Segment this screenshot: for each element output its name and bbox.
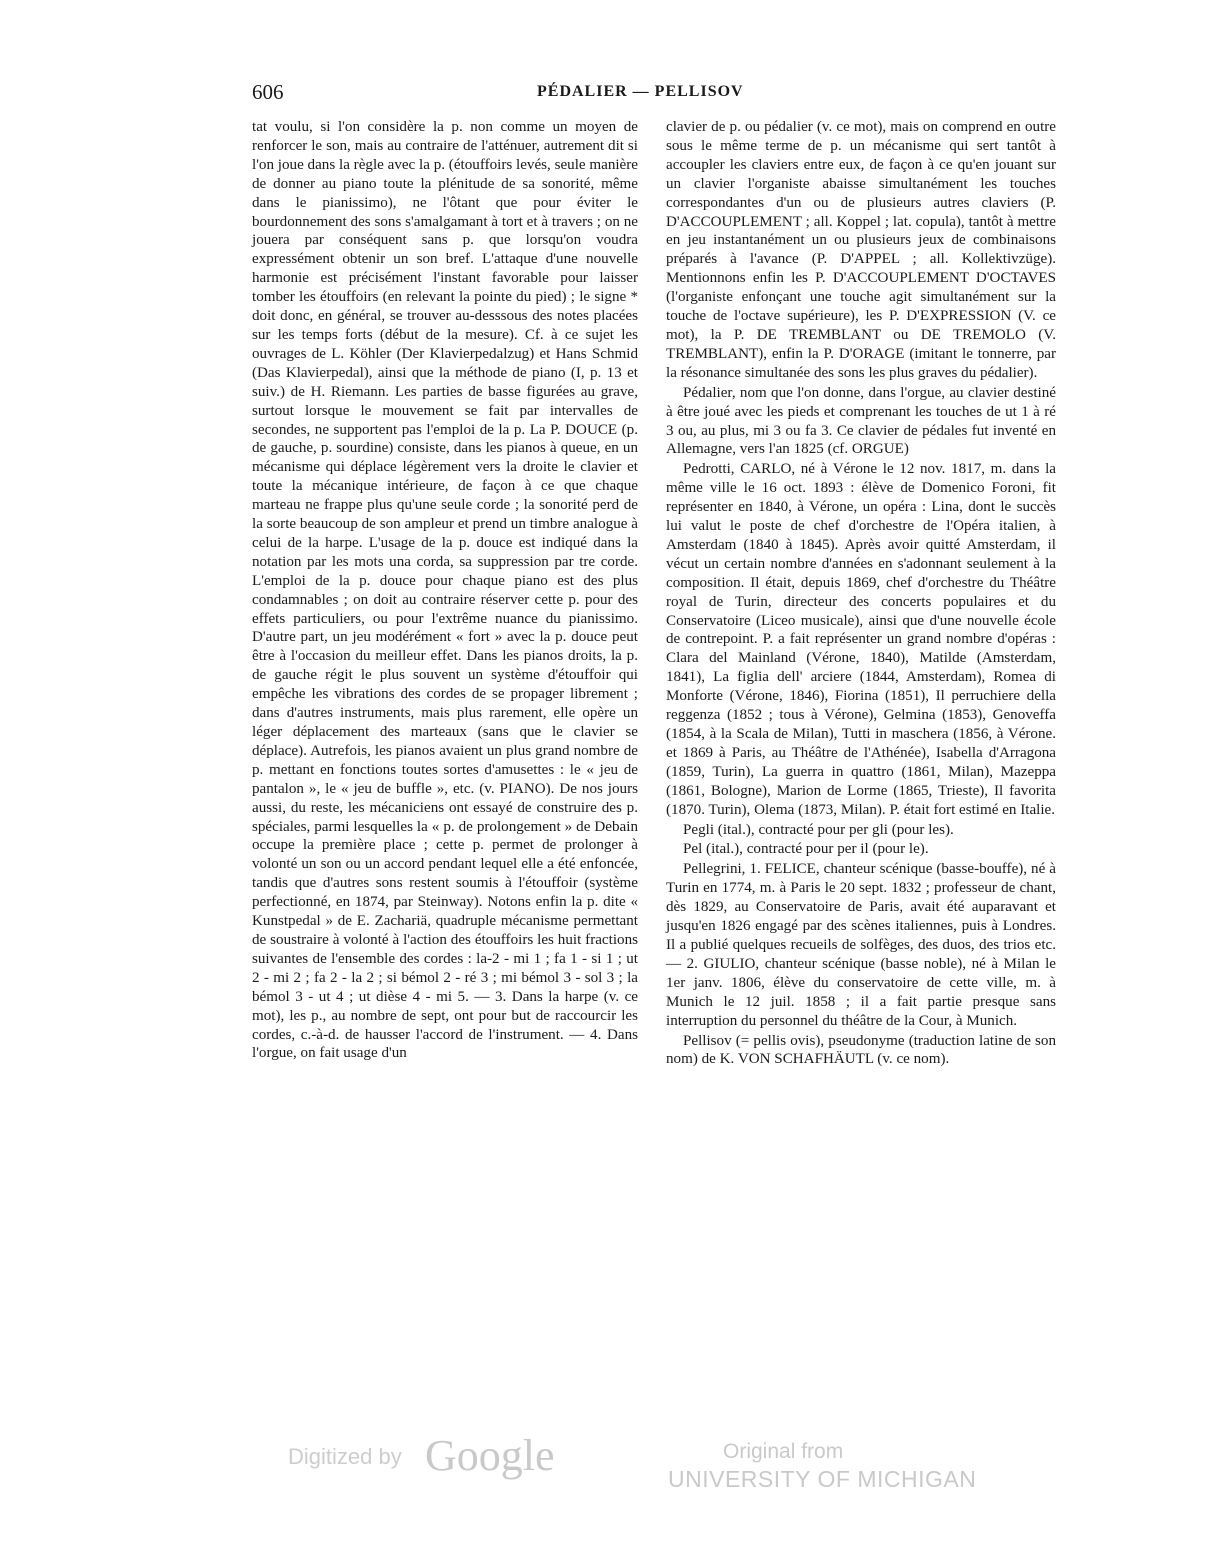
right-column — [666, 118, 1056, 1069]
page-number: 606 — [252, 80, 284, 104]
watermark-university: UNIVERSITY OF MICHIGAN — [668, 1466, 977, 1492]
paragraph: clavier de p. ou pédalier (v. ce mot), mais on comprend en outre sous le même terme de p. un mécanisme qui sert tantôt à accoupler les claviers entre eux, de façon à ce qu'en jouant sur un clavier l'organiste abaisse simultanément les touches correspondantes d'un ou de plusieurs autres claviers (P. D'ACCOUPLEMENT ; all. Koppel ; lat. copula), tantôt à mettre en jeu instantanément un ou plusieurs jeux de combinaisons préparés à l'avance (P. D'APPEL ; all. Kollektivzüge). Mentionnons enfin les P. D'ACCOUPLEMENT D'OCTAVES (l'organiste enfonçant une touche agit simultanément sur la touche de l'octave supérieure), les P. D'EXPRESSION (V. ce mot), la P. DE TREMBLANT ou DE TREMOLO (V. TREMBLANT), enfin la P. D'ORAGE (imitant le tonnerre, par la résonance simultanée des sons les plus graves du pédalier). — [666, 119, 1056, 381]
running-head: PÉDALIER — PELLISOV — [537, 83, 744, 100]
entry-pellegrini: Pellegrini, 1. FELICE, chanteur scénique (basse-bouffe), né à Turin en 1774, m. à Paris le 20 sept. 1832 ; professeur de chant, dès 1829, au Conservatoire de Paris, avait été auparavant et jusqu'en 1826 engagé par des scènes italiennes, puis à Londres. Il a publié quelques recueils de solfèges, des duos, des trios etc. — 2. GIULIO, chanteur scénique (basse noble), né à Milan le 1er janv. 1806, élève du conservatoire de cette ville, m. à Munich le 12 juil. 1858 ; il a fait partie presque sans interruption du personnel du théâtre de la Cour, à Munich. — [666, 861, 1056, 1029]
watermark-digitized-by: Digitized by — [288, 1444, 402, 1469]
entry-pedalier: Pédalier, nom que l'on donne, dans l'orgue, au clavier destiné à être joué avec les pieds et comprenant les touches de ut 1 à ré 3 ou, au plus, mi 3 ou fa 3. Ce clavier de pédales fut inventé en Allemagne, vers l'an 1825 (cf. ORGUE) — [666, 384, 1056, 458]
entry-pedrotti: Pedrotti, CARLO, né à Vérone le 12 nov. 1817, m. dans la même ville le 16 oct. 1893 : élève de Domenico Foroni, fit représenter en 1840, à Vérone, un opéra : Lina, dont le succès lui valut le poste de chef d'orchestre de l'Opéra italien, à Amsterdam (1840 à 1845). Après avoir quitté Amsterdam, il vécut un certain nombre d'années en s'adonnant seulement à la composition. Il était, depuis 1869, chef d'orchestre du Théâtre royal de Turin, directeur des concerts populaires et du Conservatoire (Liceo musicale), ainsi que d'une nouvelle école de contrepoint. P. a fait représenter un grand nombre d'opéras : Clara del Mainland (Vérone, 1840), Matilde (Amsterdam, 1841), La figlia dell' arciere (1844, Amsterdam), Romea di Monforte (Vérone, 1846), Fiorina (1851), Il perruchiere della reggenza (1852 ; tous à Vérone), Gelmina (1853), Genoveffa (1854, à la Scala de Milan), Tutti in maschera (1856, à Vérone. et 1869 à Paris, au Théâtre de l'Athénée), Isabella d'Arragona (1859, Turin), La guerra in quattro (1861, Milan), Mazeppa (1861, Bologne), Marion de Lorme (1865, Trieste), Il favorita (1870. Turin), Olema (1873, Milan). P. était fort estimé en Italie. — [666, 461, 1056, 818]
watermark-original-from: Original from — [723, 1440, 844, 1463]
paragraph: tat voulu, si l'on considère la p. non comme un moyen de renforcer le son, mais au contraire de l'atténuer, autrement dit si l'on joue dans la règle avec la p. (étouffoirs levés, seule manière de donner au piano toute la plénitude de sa sonorité, même dans le pianissimo), ne l'ôtant que pour éviter le bourdonnement des sons s'amalgamant à tort et à travers ; on ne jouera par conséquent sans p. que lorsqu'on voudra expressément obtenir un son bref. L'attaque d'une nouvelle harmonie est précisément l'instant favorable pour laisser tomber les étouffoirs (en relevant la pointe du pied) ; le signe * doit donc, en général, se trouver au-desssous des notes placées sur les temps forts (début de la mesure). Cf. à ce sujet les ouvrages de L. Köhler (Der Klavierpedalzug) et Hans Schmid (Das Klavierpedal), ainsi que la méthode de piano (I, p. 13 et suiv.) de H. Riemann. Les parties de basse figurées au grave, surtout lorsque le mouvement se fait par intervalles de secondes, ne supportent pas l'emploi de la p. La P. DOUCE (p. de gauche, p. sourdine) consiste, dans les pianos à queue, en un mécanisme qui déplace légèrement vers la droite le clavier et toute la mécanique intérieure, de façon à ce que chaque marteau ne frappe plus qu'une seule corde ; la sonorité perd de la sorte beaucoup de son ampleur et prend un timbre analogue à celui de la harpe. L'usage de la p. douce est indiqué dans la notation par les mots una corda, sa suppression par tre corde. L'emploi de la p. douce pour chaque piano est des plus condamnables ; on doit au contraire réserver cette p. pour des effets particuliers, ou pour l'extrême nuance du pianissimo. D'autre part, un jeu modérément « fort » avec la p. douce peut être à l'occasion du meilleur effet. Dans les pianos droits, la p. de gauche régit le plus souvent un système d'étouffoir qui empêche les vibrations des cordes de se propager librement ; dans d'autres instruments, mais plus rarement, elle opère un léger déplacement des marteaux (sans que le clavier se déplace). Autrefois, les pianos avaient un plus grand nombre de p. mettant en fonctions toutes sortes d'amusettes : le « jeu de pantalon », le « jeu de buffle », etc. (v. PIANO). De nos jours aussi, du reste, les mécaniciens ont essayé de construire des p. spéciales, parmi lesquelles la « p. de prolongement » de Debain occupe la première place ; cette p. permet de prolonger à volonté un son ou un accord pendant lequel elle a été enfoncée, tandis que d'autres sons restent soumis à l'étouffoir (système perfectionné, en 1874, par Steinway). Notons enfin la p. dite « Kunstpedal » de E. Zachariä, quadruple mécanisme permettant de soustraire à volonté à l'action des étouffoirs les huit fractions suivantes de l'ensemble des cordes : la-2 - mi 1 ; fa 1 - si 1 ; ut 2 - mi 2 ; fa 2 - la 2 ; si bémol 2 - ré 3 ; mi bémol 3 - sol 3 ; la bémol 3 - ut 4 ; ut dièse 4 - mi 5. — 3. Dans la harpe (v. ce mot), les p., au nombre de sept, ont pour but de raccourcir les cordes, c.-à-d. de hausser l'accord de l'instrument. — 4. Dans l'orgue, on fait usage d'un — [252, 119, 638, 1062]
column-divider — [652, 118, 653, 1418]
entry-pegli: Pegli (ital.), contracté pour per gli (pour les). — [683, 821, 954, 838]
entry-pellisov: Pellisov (= pellis ovis), pseudonyme (traduction latine de son nom) de K. VON SCHAFHÄUTL (v. ce nom). — [666, 1032, 1056, 1068]
watermark-google-logo: Google — [425, 1431, 555, 1480]
left-column — [252, 118, 638, 1063]
entry-pel: Pel (ital.), contracté pour per il (pour le). — [683, 841, 929, 858]
